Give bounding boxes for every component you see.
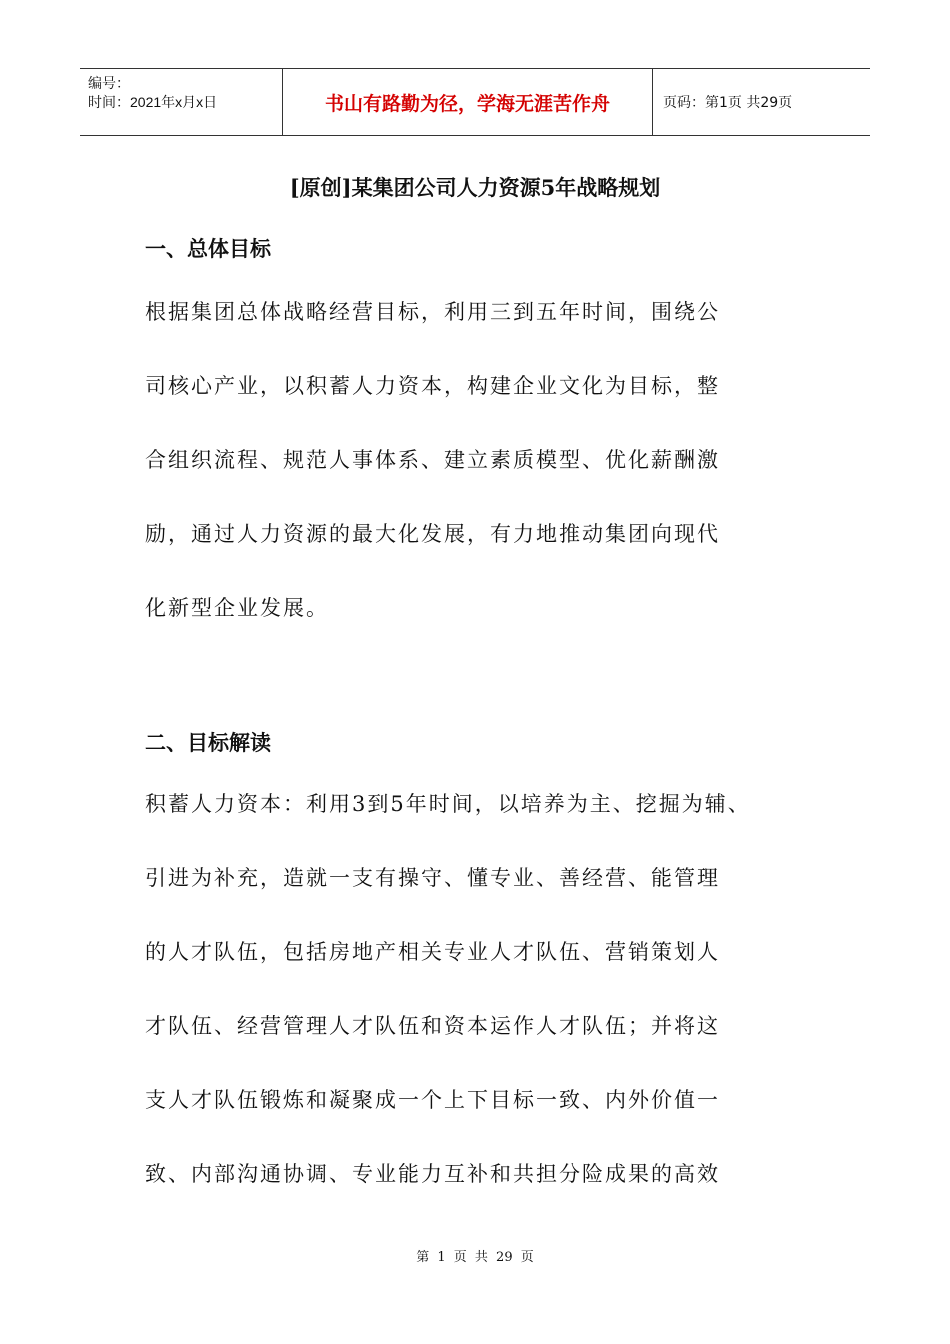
paragraph-line: 化新型企业发展。 [145, 596, 329, 620]
paragraph-line: 合组织流程、规范人事体系、建立素质模型、优化薪酬激 [145, 448, 720, 472]
section-paragraph-1 [145, 297, 835, 667]
section-heading-2: 二、目标解读 [145, 731, 271, 755]
header-motto: 书山有路勤为径，学海无涯苦作舟 [282, 69, 653, 135]
paragraph-line: 引进为补充，造就一支有操守、懂专业、善经营、能管理 [145, 866, 720, 890]
header-meta [80, 69, 282, 135]
paragraph-line: 积蓄人力资本：利用3到5年时间，以培养为主、挖掘为辅、 [145, 792, 751, 816]
serial-label: 编号： [88, 75, 130, 91]
section-heading-1: 一、总体目标 [145, 237, 271, 261]
paragraph-line: 支人才队伍锻炼和凝聚成一个上下目标一致、内外价值一 [145, 1088, 720, 1112]
header-page-info: 页码：第1页 共29页 [663, 95, 793, 111]
paragraph-line: 的人才队伍，包括房地产相关专业人才队伍、营销策划人 [145, 940, 720, 964]
paragraph-line: 才队伍、经营管理人才队伍和资本运作人才队伍；并将这 [145, 1014, 720, 1038]
section-paragraph-2 [145, 789, 835, 1233]
document-header [80, 68, 870, 136]
paragraph-line: 根据集团总体战略经营目标，利用三到五年时间，围绕公 [145, 300, 720, 324]
paragraph-line: 司核心产业，以积蓄人力资本，构建企业文化为目标，整 [145, 374, 720, 398]
page-footer: 第 1 页 共 29 页 [416, 1250, 534, 1265]
paragraph-line: 励，通过人力资源的最大化发展，有力地推动集团向现代 [145, 522, 720, 546]
time-label: 时间：2021年x月x日 [88, 94, 218, 110]
document-title: [原创]某集团公司人力资源5年战略规划 [289, 175, 661, 200]
paragraph-line: 致、内部沟通协调、专业能力互补和共担分险成果的高效 [145, 1162, 720, 1186]
